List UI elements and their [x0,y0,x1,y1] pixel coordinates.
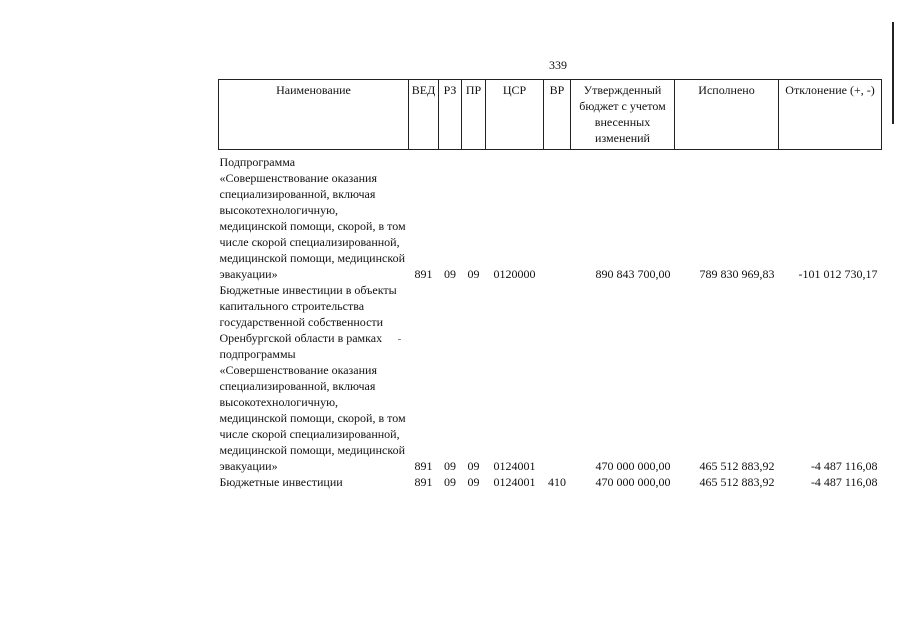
scan-artifact [398,339,401,340]
table-row [219,474,882,490]
header-executed: Исполнено [675,80,779,150]
row-deviation: -4 487 116,08 [810,459,878,473]
row-rz: 09 [444,459,456,473]
row-csr: 0124001 [493,475,536,489]
row-csr: 0124001 [493,459,536,473]
header-rz: РЗ [439,80,462,150]
header-name: Наименование [219,80,409,150]
row-pr: 09 [467,459,480,473]
row-name: Бюджетные инвестиции в объекты капитального строительства государственной собственности Оренбургской области в рамках подпрограммы «Совершенствование оказания специализированной, включая высокотехнологичную, медицинской помощи, скорой, в том числе скорой специализированной, медицинской помощи, медицинской эвакуации» [219,283,406,473]
row-name: Подпрограмма «Совершенствование оказания специализированной, включая высокотехнологичную, медицинской помощи, скорой, в том числе скорой специализированной, медицинской помощи, медицинской эвакуации» [219,155,406,281]
row-executed: 465 512 883,92 [699,475,775,489]
header-deviation: Отклонение (+, -) [779,80,882,150]
row-ved: 891 [414,459,433,473]
header-vr: ВР [544,80,571,150]
page-number: 339 [549,58,567,72]
row-approved: 470 000 000,00 [595,459,671,473]
row-approved: 470 000 000,00 [595,475,671,489]
row-ved: 891 [414,267,433,281]
row-ved: 891 [414,475,433,489]
row-csr: 0120000 [493,267,536,281]
row-rz: 09 [444,267,456,281]
header-ved: ВЕД [409,80,439,150]
margin-line [892,22,894,124]
row-vr [544,150,571,283]
table-row [219,150,882,283]
row-approved: 890 843 700,00 [595,267,671,281]
table-header-row [219,80,882,150]
table-row [219,282,882,474]
row-pr: 09 [467,267,480,281]
header-pr: ПР [462,80,486,150]
row-pr: 09 [467,475,480,489]
row-rz: 09 [444,475,456,489]
row-deviation: -101 012 730,17 [798,267,878,281]
row-executed: 465 512 883,92 [699,459,775,473]
row-vr [544,282,571,474]
row-vr: 410 [548,475,566,489]
header-approved: Утвержденный бюджет с учетом внесенных изменений [571,80,675,150]
budget-table [218,79,882,490]
row-deviation: -4 487 116,08 [810,475,878,489]
row-name: Бюджетные инвестиции [219,475,343,489]
header-csr: ЦСР [486,80,544,150]
row-executed: 789 830 969,83 [699,267,775,281]
